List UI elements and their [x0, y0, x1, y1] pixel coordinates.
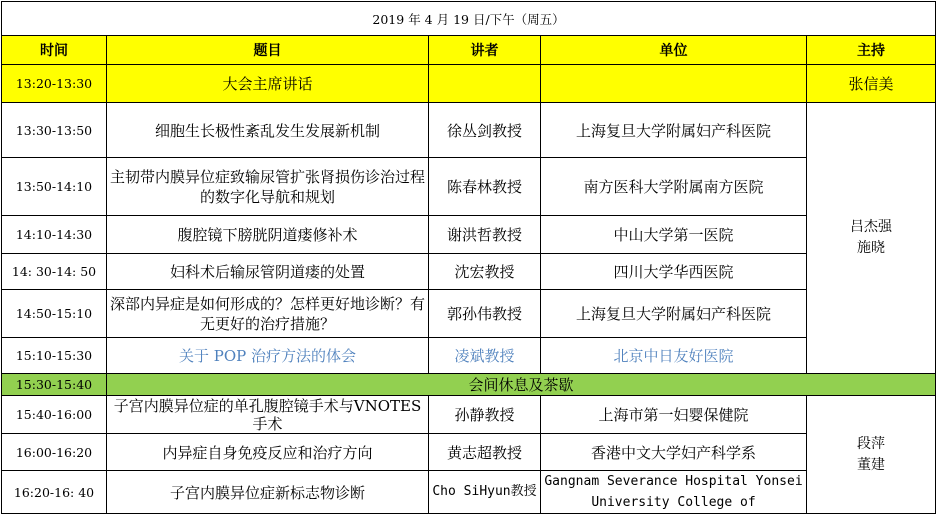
- table-row: [2, 158, 936, 216]
- col-header-org: 单位: [541, 36, 807, 65]
- table-row: [2, 290, 936, 338]
- table-row: [2, 434, 936, 471]
- time-cell: 14:10-14:30: [2, 216, 107, 254]
- keynote-row: [2, 65, 936, 103]
- session1-host-cell: [807, 103, 936, 374]
- time-cell: 16:00-16:20: [2, 434, 107, 471]
- time-cell: 13:30-13:50: [2, 103, 107, 158]
- session2-host-cell: [807, 396, 936, 514]
- host-name: 吕杰强: [850, 219, 893, 235]
- topic-cell: 大会主席讲话: [107, 65, 429, 103]
- org-cell: 香港中文大学妇产科学系: [541, 434, 807, 471]
- org-cell: 上海复旦大学附属妇产科医院: [541, 290, 807, 338]
- topic-cell: 主韧带内膜异位症致输尿管扩张肾损伤诊治过程的数字化导航和规划: [107, 158, 429, 216]
- org-cell: Gangnam Severance Hospital Yonsei University College of: [541, 471, 807, 514]
- schedule-table: [1, 1, 936, 514]
- time-cell: 14: 30-14: 50: [2, 254, 107, 290]
- host-name: 段萍: [857, 435, 886, 452]
- speaker-cell: 郭孙伟教授: [429, 290, 541, 338]
- topic-cell: 关于 POP 治疗方法的体会: [107, 338, 429, 374]
- org-cell: 北京中日友好医院: [541, 338, 807, 374]
- org-cell: [541, 65, 807, 103]
- speaker-cell: 徐丛剑教授: [429, 103, 541, 158]
- speaker-cell: [429, 65, 541, 103]
- org-cell: 南方医科大学附属南方医院: [541, 158, 807, 216]
- speaker-cell: 沈宏教授: [429, 254, 541, 290]
- org-cell: 上海复旦大学附属妇产科医院: [541, 103, 807, 158]
- org-cell: 上海市第一妇婴保健院: [541, 396, 807, 434]
- time-cell: 16:20-16: 40: [2, 471, 107, 514]
- speaker-cell: 谢洪哲教授: [429, 216, 541, 254]
- host-name: 施晓: [857, 240, 886, 256]
- speaker-cell: 孙静教授: [429, 396, 541, 434]
- time-cell: 15:30-15:40: [2, 374, 107, 396]
- col-header-topic: 题目: [107, 36, 429, 65]
- time-cell: 15:10-15:30: [2, 338, 107, 374]
- table-row: [2, 338, 936, 374]
- col-header-speaker: 讲者: [429, 36, 541, 65]
- speaker-cell: 黄志超教授: [429, 434, 541, 471]
- org-cell: 中山大学第一医院: [541, 216, 807, 254]
- host-name: 董建: [857, 456, 886, 473]
- topic-cell: 子宫内膜异位症的单孔腹腔镜手术与VNOTES 手术: [107, 396, 429, 434]
- table-row: [2, 396, 936, 434]
- col-header-host: 主持: [807, 36, 936, 65]
- time-cell: 15:40-16:00: [2, 396, 107, 434]
- date-header: 2019 年 4 月 19 日/下午（周五）: [2, 2, 936, 36]
- table-row: [2, 254, 936, 290]
- topic-cell: 妇科术后输尿管阴道瘘的处置: [107, 254, 429, 290]
- topic-cell: 子宫内膜异位症新标志物诊断: [107, 471, 429, 514]
- break-label: 会间休息及茶歇: [107, 374, 936, 396]
- table-row: [2, 471, 936, 514]
- topic-cell: 腹腔镜下膀胱阴道瘘修补术: [107, 216, 429, 254]
- speaker-cell: 陈春林教授: [429, 158, 541, 216]
- speaker-cell: 凌斌教授: [429, 338, 541, 374]
- time-cell: 14:50-15:10: [2, 290, 107, 338]
- topic-cell: 细胞生长极性紊乱发生发展新机制: [107, 103, 429, 158]
- col-header-time: 时间: [2, 36, 107, 65]
- speaker-cell: Cho SiHyun教授: [429, 471, 541, 514]
- time-cell: 13:20-13:30: [2, 65, 107, 103]
- time-cell: 13:50-14:10: [2, 158, 107, 216]
- topic-cell: 深部内异症是如何形成的？怎样更好地诊断？有无更好的治疗措施？: [107, 290, 429, 338]
- org-cell: 四川大学华西医院: [541, 254, 807, 290]
- topic-cell: 内异症自身免疫反应和治疗方向: [107, 434, 429, 471]
- table-row: [2, 216, 936, 254]
- table-row: [2, 103, 936, 158]
- break-row: [2, 374, 936, 396]
- host-cell: 张信美: [807, 65, 936, 103]
